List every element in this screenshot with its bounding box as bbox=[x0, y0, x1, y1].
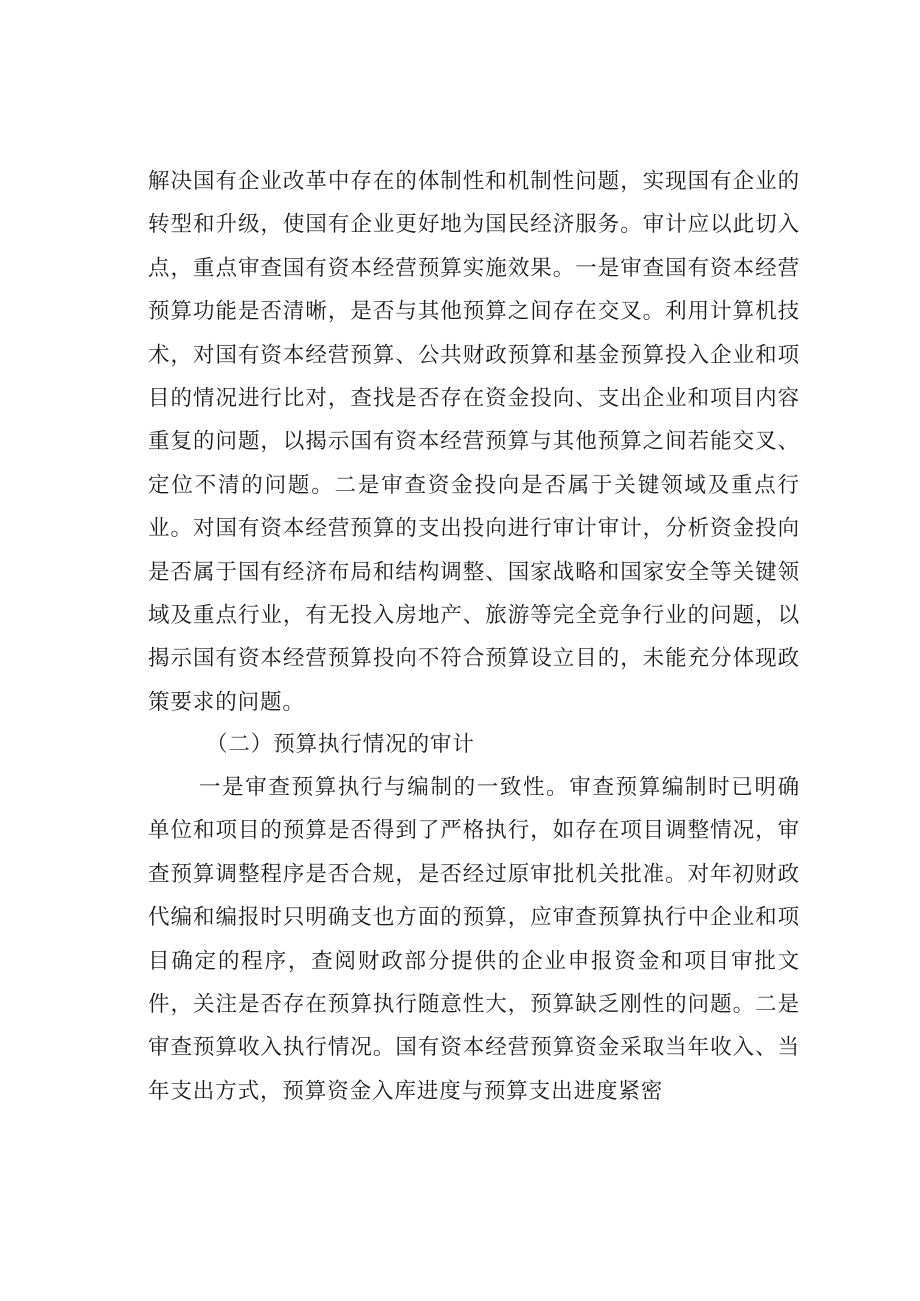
body-paragraph-2: 一是审查预算执行与编制的一致性。审查预算编制时已明确单位和项目的预算是否得到了严格执行，如存在项目调整情况，审查预算调整程序是否合规，是否经过原审批机关批准。对年初财政代编和编报时只明确支也方面的预算，应审查预算执行中企业和项目确定的程序，查阅财政部分提供的企业申报资金和项目审批文件，关注是否存在预算执行随意性大，预算缺乏刚性的问题。二是审查预算收入执行情况。国有资本经营预算资金采取当年收入、当年支出方式，预算资金入库进度与预算支出进度紧密 bbox=[148, 775, 800, 1104]
section-heading: （二）预算执行情况的审计 bbox=[206, 732, 475, 757]
body-paragraph-1: 解决国有企业改革中存在的体制性和机制性问题，实现国有企业的转型和升级，使国有企业更好地为国民经济服务。审计应以此切入点，重点审查国有资本经营预算实施效果。一是审查国有资本经营预算功能是否清晰，是否与其他预算之间存在交叉。利用计算机技术，对国有资本经营预算、公共财政预算和基金预算投入企业和项目的情况进行比对，查找是否存在资金投向、支出企业和项目内容重复的问题，以揭示国有资本经营预算与其他预算之间若能交叉、定位不清的问题。二是审查资金投向是否属于关键领域及重点行业。对国有资本经营预算的支出投向进行审计审计，分析资金投向是否属于国有经济布局和结构调整、国家战略和国家安全等关键领域及重点行业，有无投入房地产、旅游等完全竞争行业的问题，以揭示国有资本经营预算投向不符合预算设立目的，未能充分体现政策要求的问题。 bbox=[148, 169, 800, 715]
